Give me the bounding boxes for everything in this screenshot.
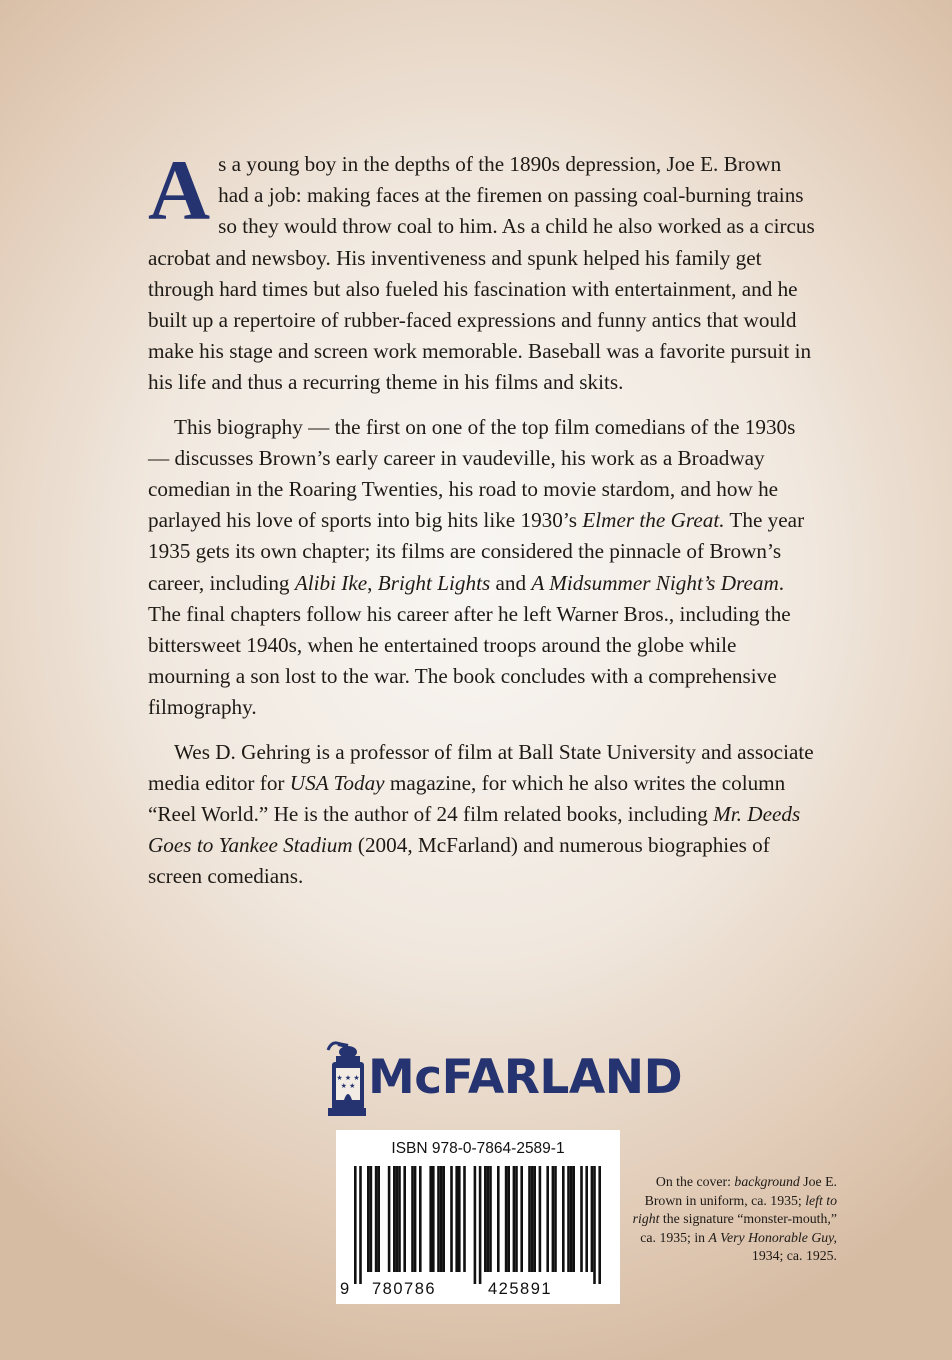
barcode-bar — [554, 1166, 557, 1272]
blurb-p3-text-a: Wes D. Gehring is a professor of film at Ball State University and associate media editor for — [148, 739, 814, 795]
barcode-digits-right: 425891 — [488, 1280, 553, 1298]
barcode-bar — [567, 1166, 570, 1272]
blurb-p2-text-b: The year 1935 gets its own chapter; its films are considered the pinnacle of Brown’s career, including — [148, 508, 805, 595]
caption-text-b: Joe E. Brown in uniform, ca. 1935; — [644, 1174, 837, 1208]
barcode-bar — [398, 1166, 401, 1272]
barcode-bar — [375, 1166, 378, 1272]
isbn-barcode — [336, 1130, 620, 1304]
barcode-bar — [450, 1166, 453, 1272]
barcode-bar — [354, 1166, 357, 1284]
barcode-bar — [585, 1166, 588, 1272]
barcode-digits-left: 780786 — [372, 1280, 437, 1298]
barcode-bar — [419, 1166, 422, 1272]
blurb-paragraph-2 — [148, 412, 816, 724]
barcode-bar — [515, 1166, 518, 1272]
blurb-p2-text-a: This biography — the first on one of the top film comedians of the 1930s — discusses Brown’s early career in vaudeville, his work as a Broadway comedian in the Roaring Twenties, his road to movie stardom, and how he parlayed his love of sports into big hits like 1930’s — [148, 414, 796, 533]
barcode-bar — [474, 1166, 477, 1284]
barcode-bar — [479, 1166, 482, 1284]
svg-text:★ ★: ★ ★ — [340, 1082, 356, 1090]
barcode-bar — [442, 1166, 445, 1272]
caption-text-c: the signature “monster-mouth,” ca. 1935; in — [640, 1211, 837, 1245]
barcode-bar — [393, 1166, 396, 1272]
film-title-elmer: Elmer the Great. — [582, 508, 725, 533]
barcode-bar — [396, 1166, 399, 1272]
barcode-bar — [370, 1166, 373, 1272]
barcode-bar — [458, 1166, 461, 1272]
barcode-bar — [463, 1166, 466, 1272]
barcode-bars — [336, 1130, 620, 1304]
barcode-bar — [505, 1166, 508, 1272]
barcode-bar — [552, 1166, 555, 1272]
blurb-p3-text-b: magazine, for which he also writes the column “Reel World.” He is the author of 24 film related books, including — [148, 770, 786, 827]
isbn-label: ISBN 978-0-7864-2589-1 — [391, 1140, 565, 1157]
barcode-bar — [507, 1166, 510, 1272]
barcode-bar — [367, 1166, 370, 1272]
barcode-bar — [591, 1166, 594, 1272]
barcode-bar — [528, 1166, 531, 1272]
barcode-bar — [377, 1166, 380, 1272]
back-cover-blurb — [148, 142, 816, 906]
barcode-bar — [580, 1166, 583, 1272]
barcode-bar — [487, 1166, 490, 1272]
magazine-title-usa-today: USA Today — [289, 770, 385, 795]
blurb-p2-text-e: . The final chapters follow his career after he left Warner Bros., including the bittersweet 1940s, when he entertained troops around the globe while mourning a son lost to the war. The book concludes with a comprehensive filmography. — [148, 570, 791, 720]
publisher-logo — [318, 1040, 683, 1120]
film-title-alibi-ike: Alibi Ike — [294, 570, 368, 595]
film-title-bright-lights: Bright Lights — [377, 570, 491, 595]
barcode-digit-lead: 9 — [340, 1280, 351, 1298]
barcode-bar — [539, 1166, 542, 1272]
barcode-bar — [572, 1166, 575, 1272]
barcode-bar — [520, 1166, 523, 1272]
barcode-bar — [440, 1166, 443, 1272]
blurb-p1-text: s a young boy in the depths of the 1890s depression, Joe E. Brown had a job: making faces at the firemen on passing coal-burning trains so they would throw coal to him. As a child he also worked as a circus acrobat and newsboy. His inventiveness and spunk helped his family get through hard times but also fueled his fascination with entertainment, and he built up a repertoire of rubber-faced expressions and funny antics that would make his stage and screen work memorable. Baseball was a favorite pursuit in his life and thus a recurring theme in his films and skits. — [148, 152, 815, 395]
barcode-bar — [411, 1166, 414, 1272]
barcode-bar — [533, 1166, 536, 1272]
barcode-bar — [570, 1166, 573, 1272]
blurb-paragraph-1 — [148, 142, 816, 399]
barcode-bar — [403, 1166, 406, 1272]
publisher-name: McFARLAND — [368, 1050, 683, 1105]
cover-caption — [632, 1173, 837, 1266]
barcode-bar — [513, 1166, 516, 1272]
barcode-bar — [432, 1166, 435, 1272]
barcode-bar — [593, 1166, 596, 1284]
barcode-bar — [497, 1166, 500, 1272]
barcode-bar — [414, 1166, 417, 1272]
barcode-bar — [429, 1166, 432, 1272]
barcode-bar — [546, 1166, 549, 1272]
barcode-bar — [359, 1166, 362, 1284]
barcode-bar — [388, 1166, 391, 1272]
caption-italic-background: background — [734, 1174, 800, 1189]
blurb-p2-text-c: , — [367, 570, 378, 595]
film-title-midsummer: A Midsummer Night’s Dream — [531, 570, 779, 595]
barcode-bar — [598, 1166, 601, 1284]
blurb-p3-text-c: (2004, McFarland) and numerous biographies of screen comedians. — [148, 833, 770, 889]
caption-text-a: On the cover: — [655, 1174, 735, 1189]
barcode-bar — [484, 1166, 487, 1272]
caption-italic-guy: A Very Honorable Guy, — [708, 1229, 837, 1245]
svg-text:★ ★ ★: ★ ★ ★ — [336, 1074, 360, 1082]
barcode-bar — [437, 1166, 440, 1272]
barcode-bar — [562, 1166, 565, 1272]
barcode-bar — [489, 1166, 492, 1272]
blurb-p2-text-d: and — [490, 570, 532, 595]
book-title-mr-deeds: Mr. Deeds Goes to Yankee Stadium — [148, 802, 801, 858]
caption-text-d: 1934; ca. 1925. — [751, 1248, 837, 1264]
drop-cap: A — [148, 142, 211, 238]
barcode-bar — [455, 1166, 458, 1272]
caption-italic-ltr: left to right — [632, 1192, 837, 1227]
barcode-bar — [531, 1166, 534, 1272]
lantern-icon — [318, 1040, 366, 1120]
blurb-paragraph-3 — [148, 737, 816, 893]
